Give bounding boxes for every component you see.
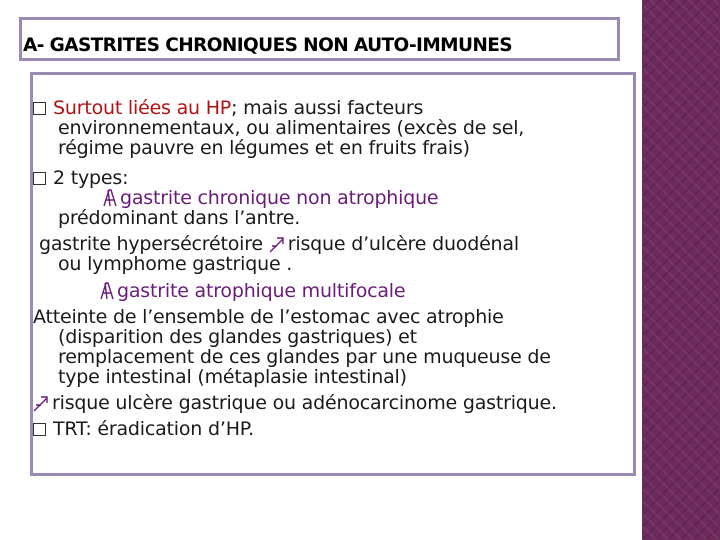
- content-line-10: Atteinte de l’ensemble de l’estomac avec atrophie: [33, 306, 504, 328]
- line-text: ; mais aussi facteurs: [231, 97, 424, 119]
- content-line-13: type intestinal (métaplasie intestinal): [58, 366, 407, 388]
- content-line-4: [33, 167, 128, 189]
- content-line-5: [103, 187, 438, 209]
- line-text: risque ulcère gastrique ou adénocarcinome gastrique.: [52, 392, 557, 414]
- checkbox-square-icon: [33, 172, 46, 185]
- line-text: 2 types:: [53, 167, 129, 189]
- content-line-11: (disparition des glandes gastriques) et: [58, 326, 417, 348]
- content-line-6: prédominant dans l’antre.: [58, 207, 301, 229]
- line-text: gastrite atrophique multifocale: [117, 280, 406, 302]
- highlight-hp: Surtout liées au HP: [53, 97, 232, 119]
- arrow-implies-icon: [269, 235, 285, 253]
- checkbox-square-icon: [33, 423, 46, 436]
- content-line-2: environnementaux, ou alimentaires (excès de sel,: [58, 117, 525, 139]
- line-text: TRT: éradication d’HP.: [53, 418, 254, 440]
- arrow-implies-icon: [33, 394, 49, 412]
- content-line-1: [33, 97, 423, 119]
- line-text: gastrite hypersécrétoire: [39, 233, 263, 255]
- content-line-8: ou lymphome gastrique .: [58, 253, 293, 275]
- decorative-side-band: [642, 0, 720, 540]
- content-line-14: [33, 392, 557, 414]
- content-line-15: [33, 418, 254, 440]
- line-text: risque d’ulcère duodénal: [287, 233, 519, 255]
- letter-a-glyph-icon: [103, 189, 117, 207]
- content-line-7: [39, 233, 519, 255]
- line-text: gastrite chronique non atrophique: [120, 187, 439, 209]
- letter-a-glyph-icon: [100, 282, 114, 300]
- checkbox-square-icon: [33, 102, 46, 115]
- content-line-12: remplacement de ces glandes par une muqueuse de: [58, 346, 551, 368]
- content-line-3: régime pauvre en légumes et en fruits frais): [58, 137, 470, 159]
- slide-title: A- GASTRITES CHRONIQUES NON AUTO-IMMUNES: [23, 35, 513, 56]
- content-line-9: [100, 280, 405, 302]
